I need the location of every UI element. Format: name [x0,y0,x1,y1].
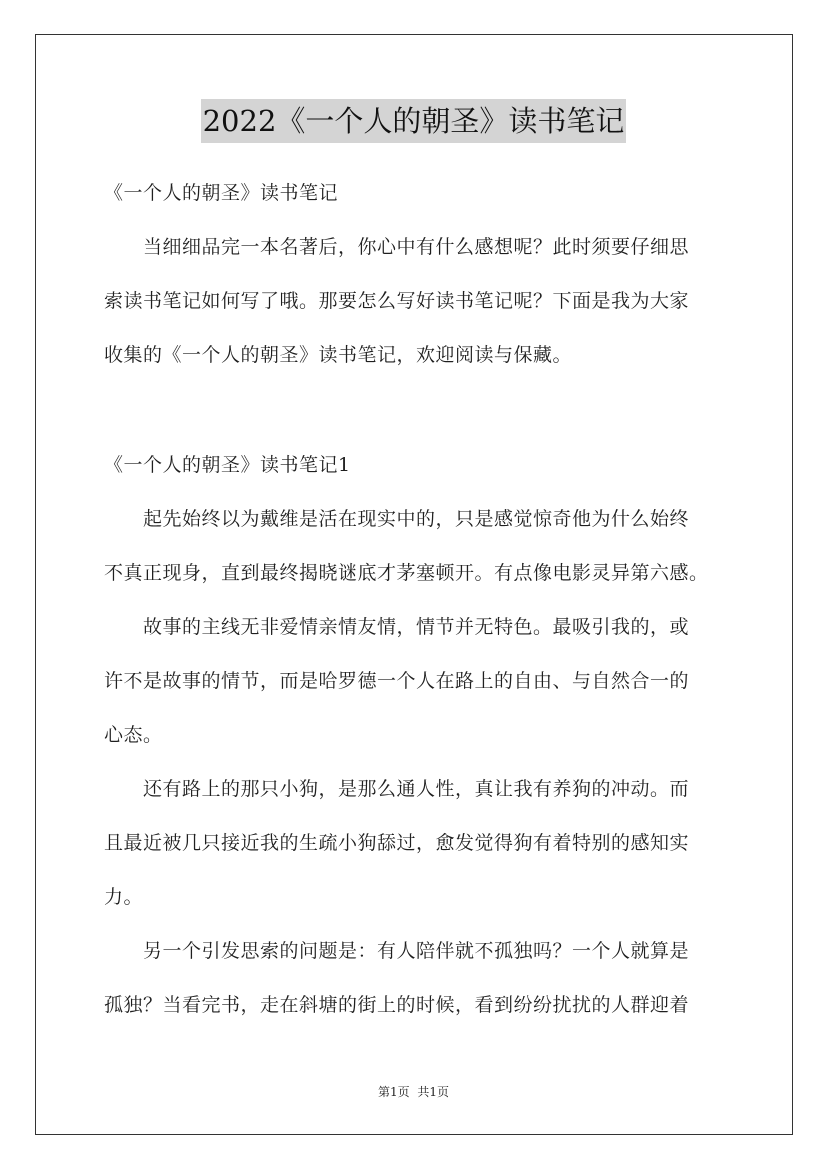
document-title: 2022《一个人的朝圣》读书笔记 [201,99,627,143]
subtitle-heading: 《一个人的朝圣》读书笔记 [104,182,339,204]
page-number: 第1页 [378,1085,410,1099]
paragraph-line: 孤独？当看完书，走在斜塘的街上的时候，看到纷纷扰扰的人群迎着 [104,994,690,1016]
paragraph-line: 当细细品完一本名著后，你心中有什么感想呢？此时须要仔细思 [143,236,690,258]
paragraph-line: 且最近被几只接近我的生疏小狗舔过，愈发觉得狗有着特别的感知实 [104,832,690,854]
paragraph-line: 不真正现身，直到最终揭晓谜底才茅塞顿开。有点像电影灵异第六感。 [104,562,709,584]
paragraph-line: 心态。 [104,724,163,746]
paragraph-line: 收集的《一个人的朝圣》读书笔记，欢迎阅读与保藏。 [104,344,573,366]
paragraph-line: 另一个引发思索的问题是：有人陪伴就不孤独吗？一个人就算是 [143,940,690,962]
paragraph-line: 力。 [104,886,144,908]
page-footer [0,1083,827,1101]
paragraph-line: 故事的主线无非爱情亲情友情，情节并无特色。最吸引我的，或 [143,616,690,638]
paragraph-line: 索读书笔记如何写了哦。那要怎么写好读书笔记呢？下面是我为大家 [104,290,690,312]
paragraph-line: 还有路上的那只小狗，是那么通人性，真让我有养狗的冲动。而 [143,778,690,800]
section-heading: 《一个人的朝圣》读书笔记1 [104,454,351,476]
title-container [0,99,827,143]
page-total: 共1页 [417,1085,449,1099]
paragraph-line: 许不是故事的情节，而是哈罗德一个人在路上的自由、与自然合一的 [104,670,690,692]
paragraph-line: 起先始终以为戴维是活在现实中的，只是感觉惊奇他为什么始终 [143,508,690,530]
